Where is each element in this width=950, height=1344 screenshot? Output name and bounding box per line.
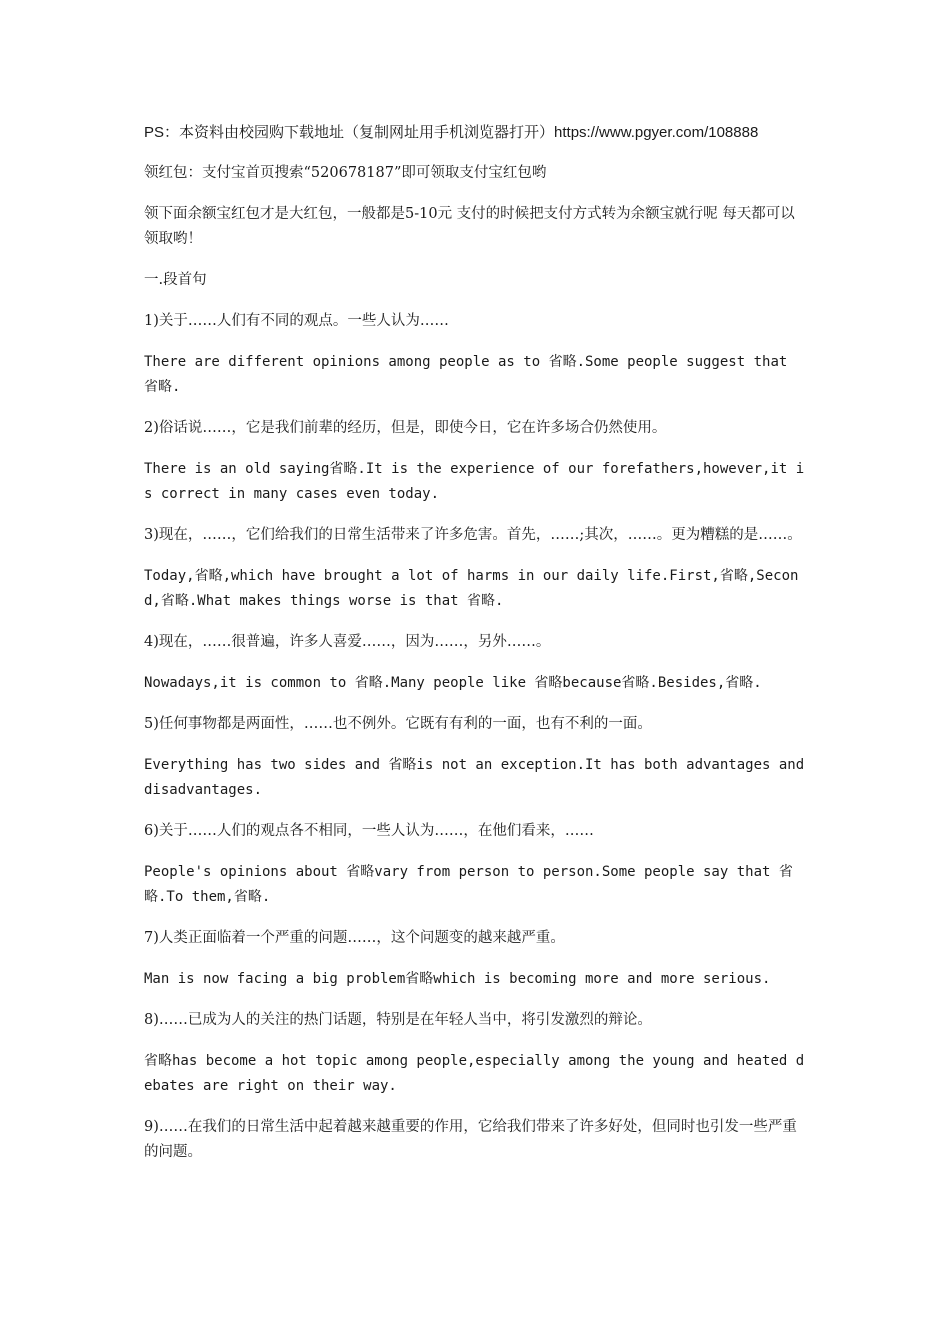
balance-line: 领下面余额宝红包才是大红包，一般都是5-10元 支付的时候把支付方式转为余额宝就行呢 每天都可以领取哟！ xyxy=(144,206,795,247)
item-5-chinese: 5)任何事物都是两面性，……也不例外。它既有有利的一面，也有不利的一面。 xyxy=(144,716,652,732)
item-8-chinese: 8)……已成为人的关注的热门话题，特别是在年轻人当中，将引发激烈的辩论。 xyxy=(144,1012,652,1028)
document-body xyxy=(144,120,809,1181)
item-6-english: People's opinions about 省略vary from person to person.Some people say that 省略.To them,省略. xyxy=(144,864,793,905)
item-7-chinese: 7)人类正面临着一个严重的问题……，这个问题变的越来越严重。 xyxy=(144,930,565,946)
item-3-chinese: 3)现在，……，它们给我们的日常生活带来了许多危害。首先，……;其次，……。更为糟糕的是……。 xyxy=(144,527,802,543)
item-1-chinese: 1)关于……人们有不同的观点。一些人认为…… xyxy=(144,313,449,329)
item-9-chinese: 9)……在我们的日常生活中起着越来越重要的作用，它给我们带来了许多好处，但同时也引发一些严重的问题。 xyxy=(144,1119,797,1160)
item-2-chinese: 2)俗话说……，它是我们前辈的经历，但是，即使今日，它在许多场合仍然使用。 xyxy=(144,420,667,436)
item-6-chinese: 6)关于……人们的观点各不相同，一些人认为……，在他们看来，…… xyxy=(144,823,594,839)
item-4-chinese: 4)现在，……很普遍，许多人喜爱……，因为……，另外……。 xyxy=(144,634,551,650)
item-2-english: There is an old saying省略.It is the experience of our forefathers,however,it is correct in many cases even today. xyxy=(144,461,805,502)
item-8-english: 省略has become a hot topic among people,especially among the young and heated debates are right on their way. xyxy=(144,1053,805,1094)
item-1-english: There are different opinions among people as to 省略.Some people suggest that 省略. xyxy=(144,354,788,395)
section-title: 一.段首句 xyxy=(144,272,207,288)
ps-download-line: PS：本资料由校园购下载地址（复制网址用手机浏览器打开）https://www.pgyer.com/108888 xyxy=(144,124,759,141)
red-packet-line: 领红包：支付宝首页搜索“520678187”即可领取支付宝红包哟 xyxy=(144,165,547,181)
item-5-english: Everything has two sides and 省略is not an exception.It has both advantages and disadvantages. xyxy=(144,757,805,798)
item-4-english: Nowadays,it is common to 省略.Many people like 省略because省略.Besides,省略. xyxy=(144,675,762,691)
item-7-english: Man is now facing a big problem省略which is becoming more and more serious. xyxy=(144,971,771,987)
item-3-english: Today,省略,which have brought a lot of harms in our daily life.First,省略,Second,省略.What makes things worse is that 省略. xyxy=(144,568,799,609)
